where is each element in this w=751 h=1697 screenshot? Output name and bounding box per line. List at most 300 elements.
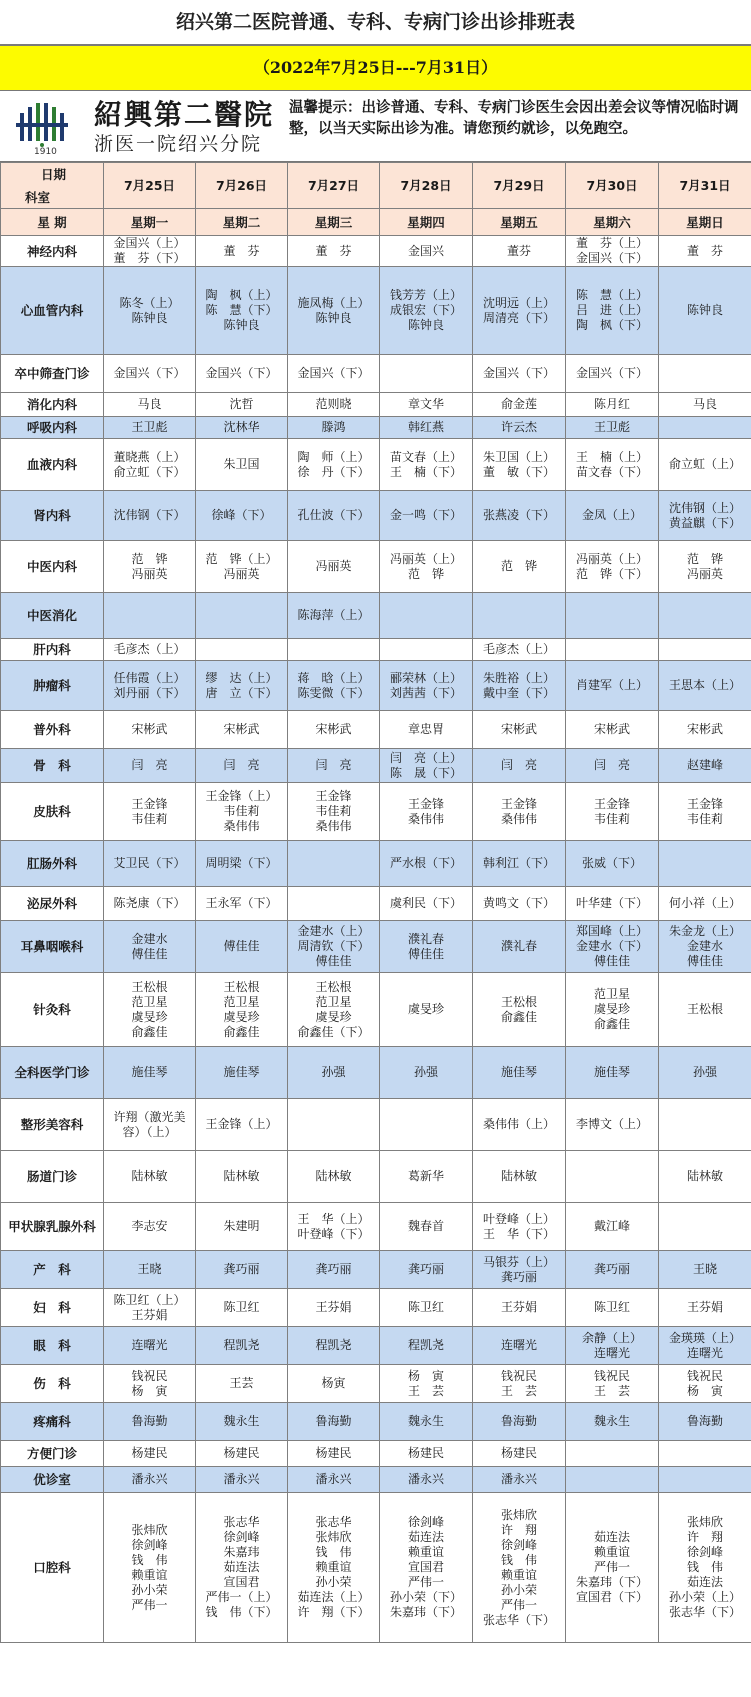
schedule-cell: 冯丽英（上） 范 铧（下） [566,541,659,593]
department-name: 口腔科 [1,1493,104,1643]
date-header-row [1,163,751,209]
schedule-cell: 杨建民 [473,1441,566,1467]
schedule-cell: 冯丽英（上） 范 铧 [380,541,473,593]
department-row [1,1289,751,1327]
schedule-cell: 陆林敏 [473,1151,566,1203]
schedule-cell: 杨建民 [288,1441,380,1467]
schedule-cell: 金国兴 [380,236,473,267]
department-name: 妇 科 [1,1289,104,1327]
department-row [1,661,751,711]
schedule-cell: 肖建军（上） [566,661,659,711]
schedule-cell: 马良 [104,393,196,417]
schedule-cell: 杨建民 [104,1441,196,1467]
department-name: 肛肠外科 [1,841,104,887]
date-cell: 7月29日 [473,163,566,209]
schedule-cell: 濮礼春 傅佳佳 [380,921,473,973]
schedule-cell: 王永军（下） [196,887,288,921]
department-name: 眼 科 [1,1327,104,1365]
department-name: 肝内科 [1,639,104,661]
schedule-cell: 陈海萍（上） [288,593,380,639]
date-cell: 7月26日 [196,163,288,209]
department-row [1,921,751,973]
schedule-cell: 施佳琴 [196,1047,288,1099]
department-name: 消化内科 [1,393,104,417]
schedule-cell [380,355,473,393]
schedule-cell: 严水根（下） [380,841,473,887]
department-name: 肿瘤科 [1,661,104,711]
schedule-cell: 王芬娟 [659,1289,751,1327]
schedule-cell: 董 芬（上） 金国兴（下） [566,236,659,267]
schedule-cell: 宋彬武 [288,711,380,749]
schedule-cell: 王芸 [196,1365,288,1403]
schedule-cell: 叶登峰（上） 王 华（下） [473,1203,566,1251]
schedule-cell: 钱芳芳（上） 成银宏（下） 陈钟良 [380,267,473,355]
department-name: 产 科 [1,1251,104,1289]
schedule-cell: 范则晓 [288,393,380,417]
schedule-cell: 缪 达（上） 唐 立（下） [196,661,288,711]
schedule-cell: 陈月红 [566,393,659,417]
schedule-cell: 朱卫国（上） 董 敏（下） [473,439,566,491]
schedule-cell: 章忠胃 [380,711,473,749]
schedule-cell [659,417,751,439]
schedule-cell: 闫 亮 [566,749,659,783]
schedule-cell: 陈卫红 [196,1289,288,1327]
department-row [1,1151,751,1203]
schedule-cell: 杨建民 [196,1441,288,1467]
department-row [1,593,751,639]
schedule-cell: 葛新华 [380,1151,473,1203]
schedule-cell: 张炜欣 徐剑峰 钱 伟 赖重谊 孙小荣 严伟一 [104,1493,196,1643]
schedule-cell: 连曙光 [104,1327,196,1365]
department-row [1,1047,751,1099]
schedule-cell: 王金锋 韦佳莉 [104,783,196,841]
hospital-emblem-icon [14,99,74,153]
schedule-cell: 范 铧 冯丽英 [659,541,751,593]
department-row [1,639,751,661]
schedule-cell: 陆林敏 [288,1151,380,1203]
weekday-label: 星 期 [1,209,104,236]
schedule-cell: 马银芬（上） 龚巧丽 [473,1251,566,1289]
schedule-cell: 钱祝民 杨 寅 [659,1365,751,1403]
schedule-cell: 鲁海勤 [473,1403,566,1441]
schedule-cell [659,1467,751,1493]
schedule-cell: 陈卫红 [566,1289,659,1327]
schedule-cell: 王金锋 韦佳莉 [566,783,659,841]
weekday-cell: 星期五 [473,209,566,236]
schedule-cell: 叶华建（下） [566,887,659,921]
department-name: 耳鼻咽喉科 [1,921,104,973]
schedule-cell: 潘永兴 [288,1467,380,1493]
schedule-cell: 沈哲 [196,393,288,417]
schedule-cell: 章文华 [380,393,473,417]
schedule-cell: 魏永生 [196,1403,288,1441]
schedule-cell: 宋彬武 [566,711,659,749]
schedule-cell: 范 铧 冯丽英 [104,541,196,593]
weekday-cell: 星期日 [659,209,751,236]
schedule-cell [473,593,566,639]
department-name: 疼痛科 [1,1403,104,1441]
schedule-cell: 毛彦杰（上） [104,639,196,661]
schedule-cell: 王松根 [659,973,751,1047]
schedule-cell: 孙强 [380,1047,473,1099]
schedule-cell: 宋彬武 [659,711,751,749]
schedule-cell: 董芬 [473,236,566,267]
schedule-cell: 王松根 范卫星 虞旻珍 俞鑫佳 [104,973,196,1047]
schedule-cell: 王芬娟 [473,1289,566,1327]
schedule-cell: 茹连法 赖重谊 严伟一 朱嘉玮（下） 宣国君（下） [566,1493,659,1643]
date-cell: 7月28日 [380,163,473,209]
schedule-cell: 虞旻珍 [380,973,473,1047]
schedule-cell [566,1441,659,1467]
schedule-cell: 沈伟钢（下） [104,491,196,541]
schedule-cell [659,355,751,393]
schedule-cell [288,887,380,921]
schedule-cell: 郦荣林（上） 刘茜茜（下） [380,661,473,711]
schedule-cell: 董 芬 [288,236,380,267]
schedule-cell: 朱建明 [196,1203,288,1251]
schedule-cell: 许翔（激光美容）（上） [104,1099,196,1151]
schedule-cell: 闫 亮 [196,749,288,783]
schedule-cell: 王晓 [659,1251,751,1289]
schedule-cell [566,593,659,639]
department-name: 泌尿外科 [1,887,104,921]
department-row [1,393,751,417]
schedule-cell: 王晓 [104,1251,196,1289]
schedule-cell: 连曙光 [473,1327,566,1365]
department-name: 血液内科 [1,439,104,491]
schedule-cell: 潘永兴 [380,1467,473,1493]
weekday-cell: 星期六 [566,209,659,236]
schedule-cell: 李博文（上） [566,1099,659,1151]
hospital-logo [0,91,285,161]
schedule-cell: 张威（下） [566,841,659,887]
schedule-cell: 龚巧丽 [288,1251,380,1289]
schedule-cell: 陈冬（上） 陈钟良 [104,267,196,355]
department-row [1,1365,751,1403]
header-banner [0,91,751,162]
schedule-cell: 陆林敏 [659,1151,751,1203]
schedule-cell: 王卫彪 [566,417,659,439]
department-name: 全科医学门诊 [1,1047,104,1099]
schedule-cell [659,1099,751,1151]
date-cell: 7月30日 [566,163,659,209]
hospital-name: 紹興第二醫院 [94,98,275,131]
schedule-cell: 王 华（上） 叶登峰（下） [288,1203,380,1251]
schedule-cell: 余静（上） 连曙光 [566,1327,659,1365]
department-name: 卒中筛查门诊 [1,355,104,393]
department-name: 心血管内科 [1,267,104,355]
schedule-cell: 孔仕波（下） [288,491,380,541]
schedule-cell: 魏永生 [380,1403,473,1441]
notice-text: 温馨提示：出诊普通、专科、专病门诊医生会因出差会议等情况临时调整，以当天实际出诊为准。请您预约就诊，以免跑空。 [289,99,739,137]
schedule-cell: 黄鸣文（下） [473,887,566,921]
schedule-cell: 董 芬 [659,236,751,267]
schedule-cell: 金建水（上） 周清钦（下） 傅佳佳 [288,921,380,973]
schedule-cell: 王金锋（上） 韦佳莉 桑伟伟 [196,783,288,841]
schedule-cell: 董 芬 [196,236,288,267]
department-name: 普外科 [1,711,104,749]
department-name: 肾内科 [1,491,104,541]
schedule-cell: 沈伟钢（上） 黄益麒（下） [659,491,751,541]
schedule-cell [659,1441,751,1467]
schedule-cell: 王松根 范卫星 虞旻珍 俞鑫佳 [196,973,288,1047]
schedule-cell: 沈林华 [196,417,288,439]
schedule-cell: 金国兴（下） [566,355,659,393]
schedule-cell [288,639,380,661]
weekday-header-row [1,209,751,236]
department-row [1,1441,751,1467]
schedule-cell: 王 楠（上） 苗文春（下） [566,439,659,491]
schedule-cell: 范卫星 虞旻珍 俞鑫佳 [566,973,659,1047]
schedule-cell [380,639,473,661]
department-name: 整形美容科 [1,1099,104,1151]
schedule-cell: 李志安 [104,1203,196,1251]
schedule-cell: 金国兴（下） [473,355,566,393]
schedule-cell: 张炜欣 许 翔 徐剑峰 钱 伟 茹连法 孙小荣（上） 张志华（下） [659,1493,751,1643]
schedule-cell: 陈卫红（上） 王芬娟 [104,1289,196,1327]
department-row [1,711,751,749]
schedule-cell: 鲁海勤 [288,1403,380,1441]
schedule-cell: 潘永兴 [473,1467,566,1493]
department-name: 中医内科 [1,541,104,593]
schedule-cell [566,639,659,661]
schedule-cell: 金国兴（上） 董 芬（下） [104,236,196,267]
schedule-cell: 金凤（上） [566,491,659,541]
schedule-cell: 程凯尧 [288,1327,380,1365]
schedule-cell: 赵建峰 [659,749,751,783]
schedule-cell: 闫 亮 [473,749,566,783]
schedule-cell: 滕鸿 [288,417,380,439]
schedule-cell: 闫 亮 [104,749,196,783]
schedule-cell: 俞立虹（上） [659,439,751,491]
department-row [1,841,751,887]
schedule-cell: 杨 寅 王 芸 [380,1365,473,1403]
schedule-cell [196,593,288,639]
schedule-cell: 陈卫红 [380,1289,473,1327]
department-name: 优诊室 [1,1467,104,1493]
department-row [1,1493,751,1643]
schedule-cell: 龚巧丽 [196,1251,288,1289]
department-row [1,783,751,841]
department-name: 骨 科 [1,749,104,783]
schedule-cell: 程凯尧 [380,1327,473,1365]
schedule-cell: 孙强 [659,1047,751,1099]
schedule-cell: 戴江峰 [566,1203,659,1251]
schedule-cell: 陈钟良 [659,267,751,355]
schedule-cell [659,639,751,661]
department-row [1,1203,751,1251]
department-row [1,267,751,355]
schedule-cell: 任伟霞（上） 刘丹丽（下） [104,661,196,711]
department-name: 方便门诊 [1,1441,104,1467]
schedule-cell: 王金锋（上） [196,1099,288,1151]
schedule-cell: 张志华 徐剑峰 朱嘉玮 茹连法 宣国君 严伟一（上） 钱 伟（下） [196,1493,288,1643]
schedule-cell: 郑国峰（上） 金建水（下） 傅佳佳 [566,921,659,973]
schedule-cell: 蒋 晗（上） 陈雯微（下） [288,661,380,711]
schedule-cell: 金国兴（下） [104,355,196,393]
schedule-cell: 俞金莲 [473,393,566,417]
schedule-cell: 王金锋 韦佳莉 [659,783,751,841]
schedule-cell: 范 铧（上） 冯丽英 [196,541,288,593]
schedule-cell: 施佳琴 [473,1047,566,1099]
schedule-cell: 王金锋 韦佳莉 桑伟伟 [288,783,380,841]
department-name: 肠道门诊 [1,1151,104,1203]
schedule-cell: 艾卫民（下） [104,841,196,887]
schedule-cell: 钱祝民 杨 寅 [104,1365,196,1403]
department-row [1,749,751,783]
schedule-cell: 闫 亮（上） 陈 晟（下） [380,749,473,783]
schedule-cell: 王卫彪 [104,417,196,439]
schedule-cell: 朱卫国 [196,439,288,491]
schedule-cell: 徐峰（下） [196,491,288,541]
schedule-cell: 冯丽英 [288,541,380,593]
schedule-cell [659,593,751,639]
schedule-cell: 王松根 俞鑫佳 [473,973,566,1047]
schedule-cell: 金瑛瑛（上） 连曙光 [659,1327,751,1365]
weekday-cell: 星期三 [288,209,380,236]
schedule-cell: 龚巧丽 [380,1251,473,1289]
schedule-cell: 孙强 [288,1047,380,1099]
schedule-cell: 何小祥（上） [659,887,751,921]
schedule-cell: 金国兴（下） [288,355,380,393]
schedule-cell: 钱祝民 王 芸 [473,1365,566,1403]
schedule-cell: 钱祝民 王 芸 [566,1365,659,1403]
department-row [1,1403,751,1441]
department-row [1,1251,751,1289]
schedule-cell: 毛彦杰（上） [473,639,566,661]
department-row [1,417,751,439]
schedule-cell: 王金锋 桑伟伟 [473,783,566,841]
schedule-cell: 沈明远（上） 周清亮（下） [473,267,566,355]
schedule-cell: 王思本（上） [659,661,751,711]
department-row [1,541,751,593]
schedule-cell: 宋彬武 [196,711,288,749]
corner-dept-label: 科室 [25,190,51,205]
schedule-table [0,162,751,1643]
schedule-cell [288,1099,380,1151]
department-row [1,236,751,267]
schedule-cell: 魏春首 [380,1203,473,1251]
schedule-cell: 苗文春（上） 王 楠（下） [380,439,473,491]
schedule-cell: 董晓燕（上） 俞立虹（下） [104,439,196,491]
date-cell: 7月31日 [659,163,751,209]
department-row [1,491,751,541]
department-row [1,887,751,921]
schedule-cell: 宋彬武 [104,711,196,749]
schedule-cell: 金国兴（下） [196,355,288,393]
schedule-cell: 龚巧丽 [566,1251,659,1289]
schedule-cell: 金建水 傅佳佳 [104,921,196,973]
schedule-cell: 许云杰 [473,417,566,439]
schedule-cell [104,593,196,639]
schedule-cell: 虞利民（下） [380,887,473,921]
schedule-cell: 张炜欣 许 翔 徐剑峰 钱 伟 赖重谊 孙小荣 严伟一 张志华（下） [473,1493,566,1643]
schedule-cell: 朱金龙（上） 金建水 傅佳佳 [659,921,751,973]
schedule-cell: 马良 [659,393,751,417]
schedule-cell: 徐剑峰 茹连法 赖重谊 宣国君 严伟一 孙小荣（下） 朱嘉玮（下） [380,1493,473,1643]
department-name: 神经内科 [1,236,104,267]
schedule-cell: 施佳琴 [104,1047,196,1099]
schedule-cell: 鲁海勤 [104,1403,196,1441]
schedule-cell [380,593,473,639]
schedule-cell: 陆林敏 [104,1151,196,1203]
schedule-cell: 金一鸣（下） [380,491,473,541]
department-name: 呼吸内科 [1,417,104,439]
schedule-cell: 韩利江（下） [473,841,566,887]
schedule-cell [659,841,751,887]
schedule-cell [380,1099,473,1151]
department-row [1,1327,751,1365]
schedule-cell: 张志华 张炜欣 钱 伟 赖重谊 孙小荣 茹连法（上） 许 翔（下） [288,1493,380,1643]
schedule-cell: 王金锋 桑伟伟 [380,783,473,841]
schedule-cell: 陈尧康（下） [104,887,196,921]
schedule-cell: 杨建民 [380,1441,473,1467]
schedule-cell: 陶 师（上） 徐 丹（下） [288,439,380,491]
schedule-cell: 濮礼春 [473,921,566,973]
weekday-cell: 星期一 [104,209,196,236]
schedule-cell [288,841,380,887]
schedule-cell [659,1203,751,1251]
department-name: 甲状腺乳腺外科 [1,1203,104,1251]
hospital-subname: 浙医一院绍兴分院 [94,133,263,155]
department-row [1,1467,751,1493]
date-cell: 7月27日 [288,163,380,209]
corner-cell [1,163,104,209]
department-name: 皮肤科 [1,783,104,841]
schedule-cell: 程凯尧 [196,1327,288,1365]
schedule-cell: 张燕凌（下） [473,491,566,541]
schedule-cell [196,639,288,661]
schedule-cell: 周明梁（下） [196,841,288,887]
department-row [1,355,751,393]
schedule-cell: 潘永兴 [104,1467,196,1493]
schedule-cell: 魏永生 [566,1403,659,1441]
weekday-cell: 星期二 [196,209,288,236]
schedule-cell [566,1467,659,1493]
schedule-cell: 傅佳佳 [196,921,288,973]
schedule-cell: 朱胜裕（上） 戴中奎（下） [473,661,566,711]
schedule-cell: 范 铧 [473,541,566,593]
department-name: 针灸科 [1,973,104,1047]
schedule-cell: 鲁海勤 [659,1403,751,1441]
schedule-cell: 陆林敏 [196,1151,288,1203]
date-cell: 7月25日 [104,163,196,209]
schedule-cell: 韩红燕 [380,417,473,439]
corner-date-label: 日期 [41,167,67,182]
schedule-cell: 闫 亮 [288,749,380,783]
schedule-cell: 潘永兴 [196,1467,288,1493]
schedule-cell: 王芬娟 [288,1289,380,1327]
schedule-cell: 宋彬武 [473,711,566,749]
schedule-cell: 杨寅 [288,1365,380,1403]
schedule-cell: 施佳琴 [566,1047,659,1099]
department-row [1,973,751,1047]
schedule-cell [566,1151,659,1203]
department-name: 伤 科 [1,1365,104,1403]
logo-year: 1910 [34,147,57,157]
department-row [1,1099,751,1151]
schedule-cell: 王松根 范卫星 虞旻珍 俞鑫佳（下） [288,973,380,1047]
schedule-cell: 陶 枫（上） 陈 慧（下） 陈钟良 [196,267,288,355]
schedule-cell: 桑伟伟（上） [473,1099,566,1151]
page-title: 绍兴第二医院普通、专科、专病门诊出诊排班表 [0,0,751,46]
department-row [1,439,751,491]
department-name: 中医消化 [1,593,104,639]
weekday-cell: 星期四 [380,209,473,236]
schedule-cell: 陈 慧（上） 吕 进（上） 陶 枫（下） [566,267,659,355]
schedule-cell: 施凤梅（上） 陈钟良 [288,267,380,355]
date-range-banner: （2022年7月25日---7月31日） [0,46,751,91]
